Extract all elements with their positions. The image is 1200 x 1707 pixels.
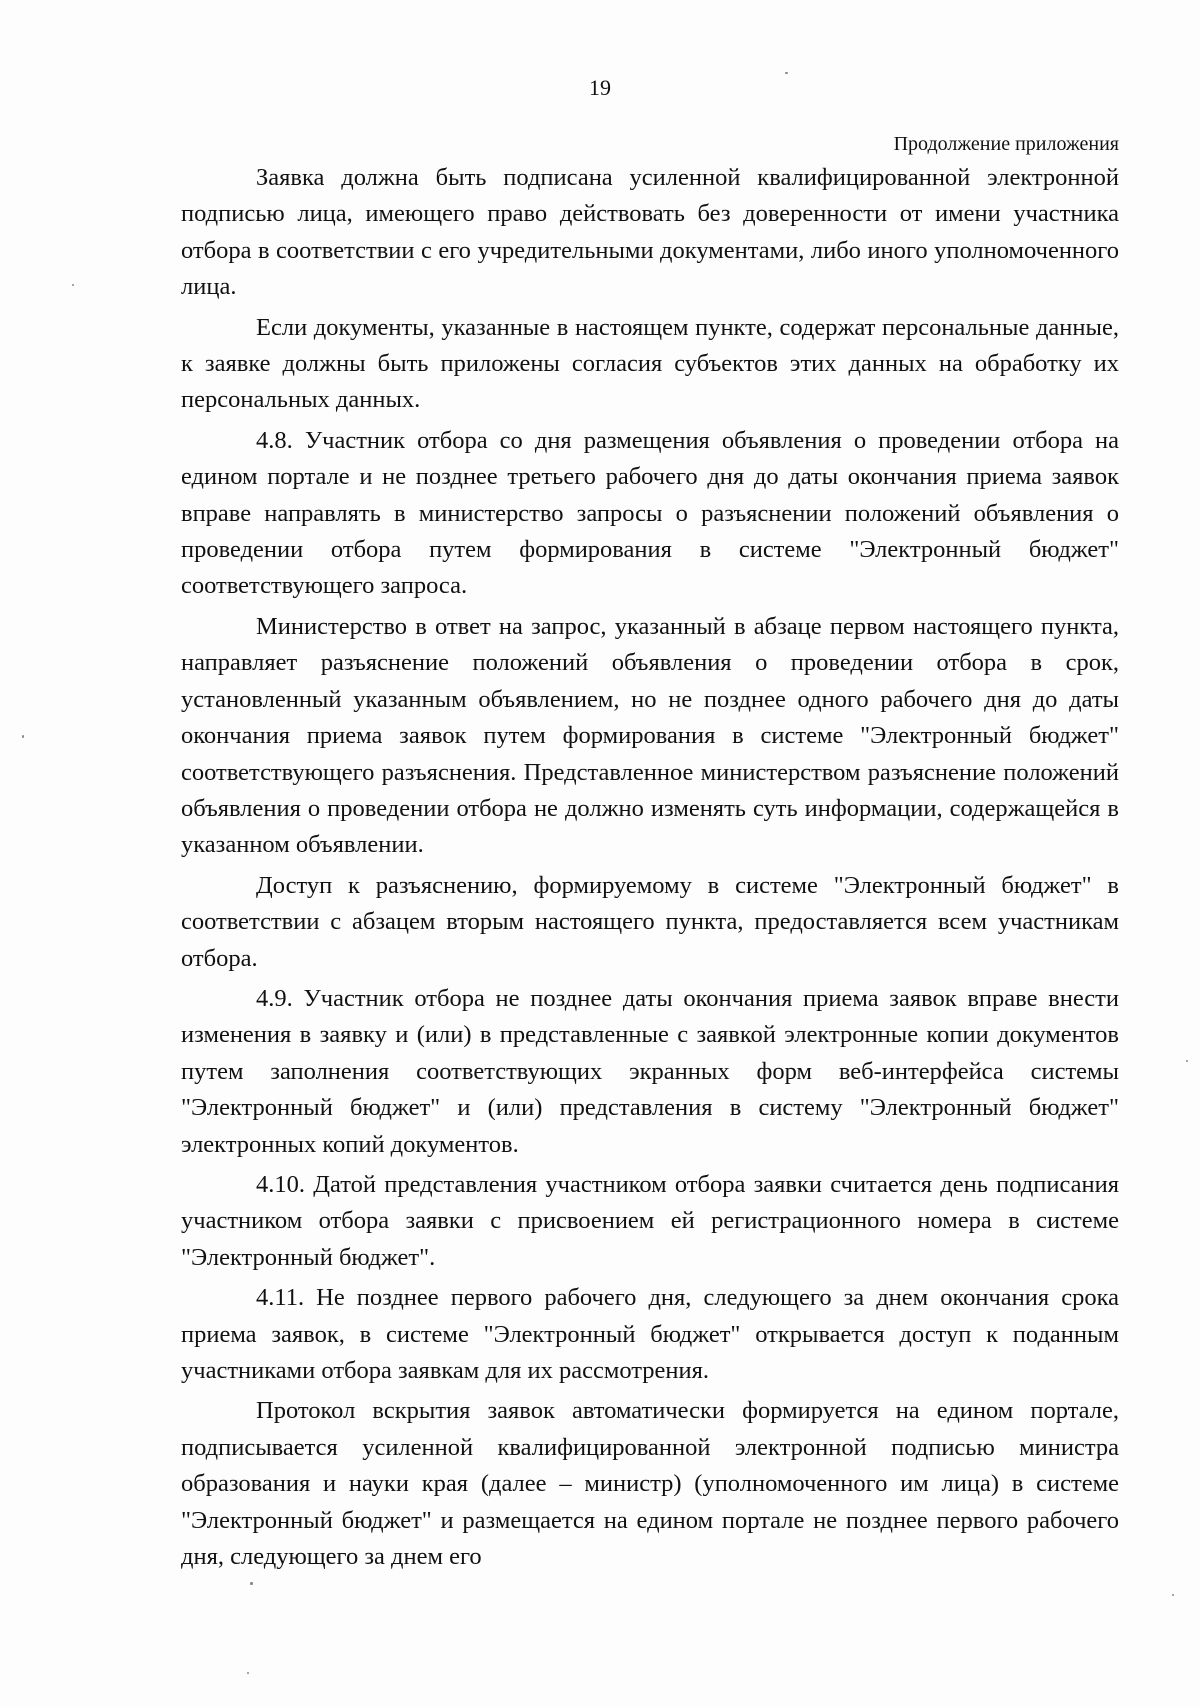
scan-speck [1172, 1594, 1174, 1596]
paragraph: Протокол вскрытия заявок автоматически формируется на едином портале, подписывается усиленной квалифицированной электронной подписью министра образования и науки края (далее – министр) (уполномоченного им лица) в системе "Электронный бюджет" и размещается на едином портале не позднее первого рабочего дня, следующего за днем его [181, 1397, 1119, 1571]
document-body [181, 160, 1119, 1575]
scan-speck [785, 72, 788, 74]
paragraph: 4.8. Участник отбора со дня размещения объявления о проведении отбора на едином портале и не позднее третьего рабочего дня до даты окончания приема заявок вправе направлять в министерство запросы о разъяснении положений объявления о проведении отбора путем формирования в системе "Электронный бюджет" соответствующего запроса. [181, 426, 1119, 600]
page-number: 19 [589, 75, 611, 100]
scan-speck [250, 1582, 253, 1585]
paragraph: Заявка должна быть подписана усиленной квалифицированной электронной подписью лица, имеющего право действовать без доверенности от имени участника отбора в соответствии с его учредительными документами, либо иного уполномоченного лица. [181, 164, 1119, 301]
scan-speck [247, 1672, 249, 1674]
scan-speck [72, 284, 74, 286]
paragraph: Если документы, указанные в настоящем пункте, содержат персональные данные, к заявке должны быть приложены согласия субъектов этих данных на обработку их персональных данных. [181, 313, 1119, 414]
paragraph: 4.9. Участник отбора не позднее даты окончания приема заявок вправе внести изменения в заявку и (или) в представленные с заявкой электронные копии документов путем заполнения соответствующих экранных форм веб-интерфейса системы "Электронный бюджет" и (или) представления в систему "Электронный бюджет" электронных копий документов. [181, 984, 1119, 1158]
paragraph: Доступ к разъяснению, формируемому в системе "Электронный бюджет" в соответствии с абзацем вторым настоящего пункта, предоставляется всем участникам отбора. [181, 871, 1119, 972]
paragraph: 4.10. Датой представления участником отбора заявки считается день подписания участником отбора заявки с присвоением ей регистрационного номера в системе "Электронный бюджет". [181, 1170, 1119, 1271]
paragraph: 4.11. Не позднее первого рабочего дня, следующего за днем окончания срока приема заявок, в системе "Электронный бюджет" открывается доступ к поданным участниками отбора заявкам для их рассмотрения. [181, 1284, 1119, 1384]
paragraph: Министерство в ответ на запрос, указанный в абзаце первом настоящего пункта, направляет разъяснение положений объявления о проведении отбора в срок, установленный указанным объявлением, но не позднее одного рабочего дня до даты окончания приема заявок путем формирования в системе "Электронный бюджет" соответствующего разъяснения. Представленное министерством разъяснение положений объявления о проведении отбора не должно изменять суть информации, содержащейся в указанном объявлении. [181, 612, 1119, 859]
scan-speck [22, 735, 24, 738]
continuation-label: Продолжение приложения [893, 133, 1119, 155]
scan-speck [1186, 1060, 1188, 1062]
